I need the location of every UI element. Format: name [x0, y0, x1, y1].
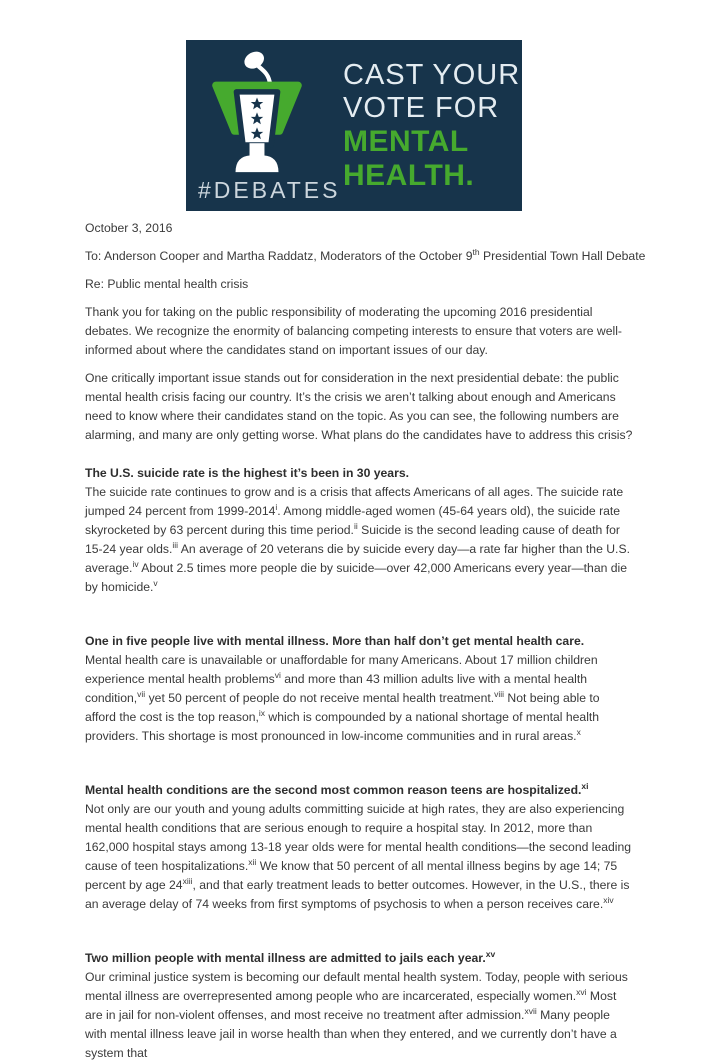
headline-line-2: VOTE FOR: [343, 92, 500, 124]
letter-body: [85, 219, 646, 1063]
section-body: Our criminal justice system is becoming our default mental health system. Today, people with serious mental illness are overrepresented among people who are incarcerated, especially women.$^{xvi}$ Most are in jail for non-violent offenses, and most receive no treatment after admission.$^{xvii}$ Many people with mental illness leave jail in worse health than when they entered, and we currently don’t have a system that: [85, 970, 628, 1060]
section-teen-hospitalization: [85, 781, 633, 914]
section-heading: Mental health conditions are the second most common reason teens are hospitalized.$^{xi}$: [85, 780, 589, 797]
section-heading: The U.S. suicide rate is the highest it’s been in 30 years.: [85, 466, 409, 480]
section-suicide-rate: [85, 464, 633, 597]
podium-microphone-icon: [198, 48, 316, 174]
section-body: Mental health care is unavailable or unaffordable for many Americans. About 17 million children experience mental health problems$^{vi}$ and more than 43 million adults live with a mental health condition,$^{vii}$ yet 50 percent of people do not receive mental health treatment.$^{viii}$ Not being able to afford the cost is the top reason,$^{ix}$ which is compounded by a national shortage of mental health providers. This shortage is most pronounced in low-income communities and in rural areas.$^x$: [85, 653, 600, 743]
date-line: October 3, 2016: [85, 221, 173, 235]
section-body: The suicide rate continues to grow and is a crisis that affects Americans of all ages. The suicide rate jumped 24 percent from 1999-2014$^i$. Among middle-aged women (45-64 years old), the suicide rate skyrocketed by 63 percent during this time period.$^{ii}$ Suicide is the second leading cause of death for 15-24 year olds.$^{iii}$ An average of 20 veterans die by suicide every day—a rate far higher than the U.S. average.$^{iv}$ About 2.5 times more people die by suicide—over 42,000 Americans every year—than die by homicide.$^v$: [85, 485, 630, 594]
headline-line-3: MENTAL: [343, 125, 469, 158]
to-line: To: Anderson Cooper and Martha Raddatz, Moderators of the October 9th Presidential Town Hall Debate: [85, 246, 646, 263]
re-line: Re: Public mental health crisis: [85, 277, 249, 291]
section-jails: [85, 949, 633, 1063]
intro-paragraph-2: One critically important issue stands out for consideration in the next presidential debate: the public mental health crisis facing our country. It’s the crisis we aren’t talking about enough and Americans need to know where their candidates stand on the topic. As you can see, the following numbers are alarming, and many are only getting worse. What plans do the candidates have to address this crisis?: [85, 371, 633, 442]
intro-paragraph-1: Thank you for taking on the public responsibility of moderating the upcoming 2016 presidential debates. We recognize the enormity of balancing competing interests to ensure that voters are well-informed about where the candidates stand on important issues of our day.: [85, 305, 622, 357]
section-mental-illness-prevalence: [85, 632, 633, 746]
headline-line-4: HEALTH.: [343, 159, 475, 192]
section-heading: Two million people with mental illness are admitted to jails each year.$^{xv}$: [85, 948, 496, 965]
banner-headline: [343, 59, 520, 193]
campaign-banner: [186, 40, 522, 211]
microphone-icon: [241, 48, 270, 84]
section-body: Not only are our youth and young adults committing suicide at high rates, they are also experiencing mental health conditions that are serious enough to require a hospital stay. In 2012, more than 162,000 hospital stays among 13-18 year olds were for mental health conditions—the second leading cause of teen hospitalizations.$^{xii}$ We know that 50 percent of all mental illness begins by age 14; 75 percent by age 24$^{xiii}$, and that early treatment leads to better outcomes. However, in the U.S., there is an average delay of 74 weeks from first symptoms of psychosis to when a person receives care.$^{xiv}$: [85, 802, 632, 911]
headline-line-1: CAST YOUR: [343, 59, 521, 91]
hashtag-debates-label: #DEBATES: [198, 177, 341, 203]
section-heading: One in five people live with mental illness. More than half don’t get mental health care.: [85, 634, 585, 648]
